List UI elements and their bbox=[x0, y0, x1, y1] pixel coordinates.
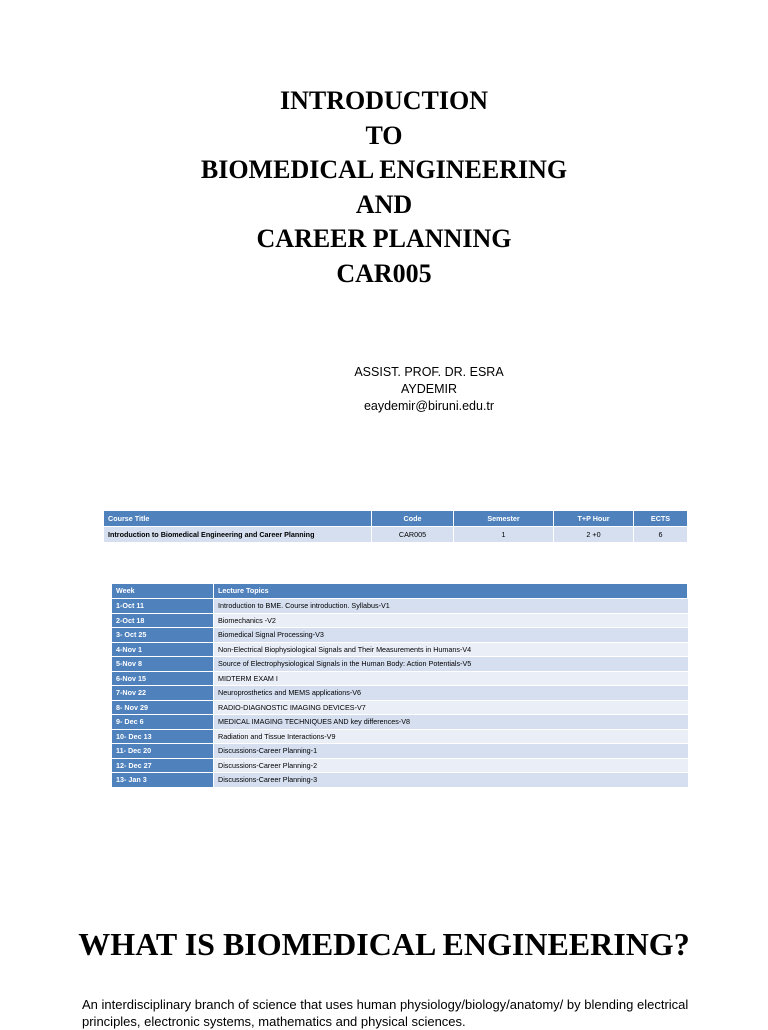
title-line: BIOMEDICAL ENGINEERING bbox=[200, 155, 568, 184]
column-header: Lecture Topics bbox=[214, 584, 688, 598]
table-cell: 6 bbox=[634, 527, 688, 542]
table-header-row bbox=[112, 584, 688, 598]
topic-cell: Introduction to BME. Course introduction. Syllabus-V1 bbox=[214, 599, 688, 613]
course-info-table bbox=[104, 510, 688, 543]
title-line: INTRODUCTION bbox=[279, 86, 489, 115]
week-cell: 1-Oct 11 bbox=[112, 599, 214, 613]
week-cell: 5-Nov 8 bbox=[112, 657, 214, 671]
topic-cell: MIDTERM EXAM I bbox=[214, 672, 688, 686]
table-row bbox=[112, 686, 688, 700]
table-row bbox=[112, 759, 688, 773]
topic-cell: MEDICAL IMAGING TECHNIQUES AND key differences-V8 bbox=[214, 715, 688, 729]
table-row bbox=[112, 657, 688, 671]
week-cell: 7-Nov 22 bbox=[112, 686, 214, 700]
week-cell: 6-Nov 15 bbox=[112, 672, 214, 686]
title-line: CAREER PLANNING bbox=[256, 224, 512, 253]
table-cell: Introduction to Biomedical Engineering and Career Planning bbox=[104, 527, 372, 542]
week-cell: 12- Dec 27 bbox=[112, 759, 214, 773]
topic-cell: Radiation and Tissue Interactions-V9 bbox=[214, 730, 688, 744]
table-header-row bbox=[104, 511, 688, 526]
column-header: T+P Hour bbox=[554, 511, 634, 526]
column-header: Semester bbox=[454, 511, 554, 526]
week-cell: 4-Nov 1 bbox=[112, 643, 214, 657]
topic-cell: RADIO-DIAGNOSTIC IMAGING DEVICES-V7 bbox=[214, 701, 688, 715]
table-row bbox=[112, 599, 688, 613]
column-header: ECTS bbox=[634, 511, 688, 526]
week-cell: 2-Oct 18 bbox=[112, 614, 214, 628]
topic-cell: Neuroprosthetics and MEMS applications-V6 bbox=[214, 686, 688, 700]
document-title bbox=[0, 84, 768, 291]
topic-cell: Source of Electrophysiological Signals in the Human Body: Action Potentials-V5 bbox=[214, 657, 688, 671]
author-block bbox=[329, 364, 529, 415]
title-line: TO bbox=[365, 120, 403, 150]
topic-cell: Discussions-Career Planning-1 bbox=[214, 744, 688, 758]
topic-cell: Biomedical Signal Processing-V3 bbox=[214, 628, 688, 642]
table-row bbox=[104, 527, 688, 542]
table-cell: 2 +0 bbox=[554, 527, 634, 542]
table-row bbox=[112, 773, 688, 787]
week-cell: 3- Oct 25 bbox=[112, 628, 214, 642]
table-cell: 1 bbox=[454, 527, 554, 542]
author-email: eaydemir@biruni.edu.tr bbox=[363, 399, 495, 413]
table-row bbox=[112, 614, 688, 628]
body-paragraph: An interdisciplinary branch of science that uses human physiology/biology/anatomy/ by blending electrical principles, electronic systems, mathematics and physical sciences. bbox=[82, 997, 689, 1029]
schedule-table bbox=[112, 583, 688, 788]
topic-cell: Discussions-Career Planning-2 bbox=[214, 759, 688, 773]
section-heading: WHAT IS BIOMEDICAL ENGINEERING? bbox=[78, 926, 690, 962]
table-row bbox=[112, 730, 688, 744]
table-row bbox=[112, 701, 688, 715]
column-header: Course Title bbox=[104, 511, 372, 526]
column-header: Week bbox=[112, 584, 214, 598]
week-cell: 11- Dec 20 bbox=[112, 744, 214, 758]
table-row bbox=[112, 744, 688, 758]
table-row bbox=[112, 628, 688, 642]
topic-cell: Non-Electrical Biophysiological Signals and Their Measurements in Humans-V4 bbox=[214, 643, 688, 657]
table-row bbox=[112, 715, 688, 729]
column-header: Code bbox=[372, 511, 454, 526]
week-cell: 9- Dec 6 bbox=[112, 715, 214, 729]
topic-cell: Biomechanics -V2 bbox=[214, 614, 688, 628]
table-row bbox=[112, 643, 688, 657]
topic-cell: Discussions-Career Planning-3 bbox=[214, 773, 688, 787]
table-row bbox=[112, 672, 688, 686]
title-line: CAR005 bbox=[336, 258, 432, 288]
week-cell: 10- Dec 13 bbox=[112, 730, 214, 744]
week-cell: 13- Jan 3 bbox=[112, 773, 214, 787]
title-line: AND bbox=[355, 189, 413, 219]
table-cell: CAR005 bbox=[372, 527, 454, 542]
author-name: ASSIST. PROF. DR. ESRA AYDEMIR bbox=[354, 365, 504, 396]
week-cell: 8- Nov 29 bbox=[112, 701, 214, 715]
